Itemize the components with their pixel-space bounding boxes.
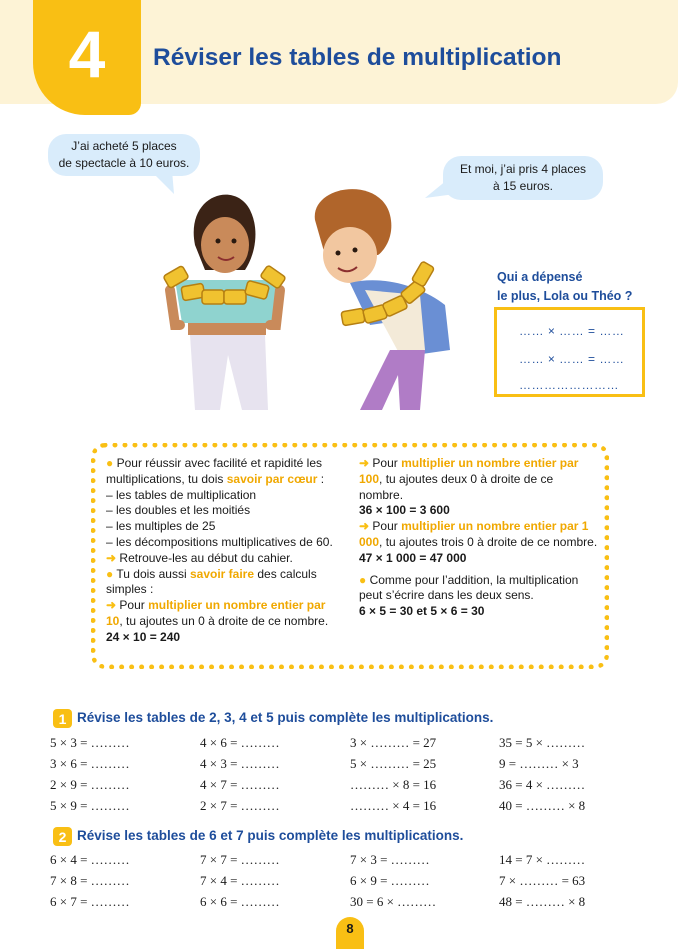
info-list-item: – les tables de multiplication (106, 487, 257, 502)
bubble-lola-line1: J’ai acheté 5 places (71, 139, 177, 153)
ex2-cell[interactable]: 6 × 6 = ……… (200, 894, 280, 909)
ex1-cell[interactable]: 4 × 7 = ……… (200, 777, 280, 792)
answer-line-1[interactable]: …… × …… = …… (519, 324, 625, 338)
exercise-2-title: Révise les tables de 6 et 7 puis complète les multiplications. (77, 828, 464, 843)
info-left-retrouve: ➜ Retrouve-les au début du cahier. (106, 550, 293, 565)
ex1-cell[interactable]: 5 × 9 = ……… (50, 798, 130, 813)
ex1-cell[interactable]: ……… × 8 = 16 (350, 777, 437, 792)
bubble-theo-line1: Et moi, j’ai pris 4 places (459, 162, 587, 176)
ex1-cell[interactable]: 36 = 4 × ……… (499, 777, 586, 792)
ex1-cell[interactable]: 35 = 5 × ……… (499, 735, 586, 750)
ex2-cell[interactable]: 7 × 3 = ……… (350, 852, 430, 867)
arrow-icon: ➜ (359, 456, 370, 470)
ex2-cell[interactable]: 7 × 8 = ……… (50, 873, 130, 888)
info-right-example-3: 6 × 5 = 30 et 5 × 6 = 30 (359, 604, 485, 619)
ex1-cell[interactable]: 4 × 3 = ……… (200, 756, 280, 771)
bullet-dot: ● (106, 456, 114, 470)
answer-line-2[interactable]: …… × …… = …… (519, 352, 625, 366)
ex2-cell[interactable]: 48 = ……… × 8 (499, 894, 586, 909)
arrow-icon: ➜ (359, 519, 370, 534)
ex1-cell[interactable]: ……… × 4 = 16 (350, 798, 437, 813)
info-right-p2: ➜ Pour multiplier un nombre entier par 1 000, tu ajoutes trois 0 à droite de ce nombre. (359, 519, 598, 549)
info-right-example-1: 36 × 100 = 3 600 (359, 503, 450, 518)
ex2-cell[interactable]: 6 × 7 = ……… (50, 894, 130, 909)
info-right-example-2: 47 × 1 000 = 47 000 (359, 550, 467, 565)
page-number: 8 (346, 921, 354, 936)
info-list-item: – les doubles et les moitiés (106, 503, 251, 518)
ex1-cell[interactable]: 5 × 3 = ……… (50, 735, 130, 750)
answer-box[interactable] (494, 307, 645, 397)
info-left-column (106, 456, 344, 646)
exercise-2-number: 2 (53, 827, 72, 846)
question-line1: Qui a dépensé (497, 270, 583, 284)
exercise-1-title: Révise les tables de 2, 3, 4 et 5 puis complète les multiplications. (77, 710, 494, 725)
bubble-theo-line2: à 15 euros. (492, 179, 554, 193)
ex1-cell[interactable]: 3 × 6 = ……… (50, 756, 130, 771)
info-left-p1: ● Pour réussir avec facilité et rapidité les multiplications, tu dois savoir par cœur : (106, 456, 325, 486)
info-right-p3: ● Comme pour l’addition, la multiplication peut s’écrire dans les deux sens. (359, 572, 579, 603)
theo-figure (315, 189, 450, 410)
bubble-lola-line2: de spectacle à 10 euros. (58, 156, 190, 170)
info-right-column (359, 456, 599, 620)
ex2-cell[interactable]: 7 × 7 = ……… (200, 852, 280, 867)
ex1-cell[interactable]: 9 = ……… × 3 (499, 756, 579, 771)
ex1-cell[interactable]: 5 × ……… = 25 (350, 756, 437, 771)
info-right-p1: ➜ Pour multiplier un nombre entier par 100, tu ajoutes deux 0 à droite de ce nombre. (359, 456, 579, 502)
chapter-number-tab (33, 0, 141, 115)
page-number-tab (336, 917, 364, 949)
page-title: Réviser les tables de multiplication (153, 44, 562, 71)
arrow-icon: ➜ (106, 598, 117, 613)
ex2-cell[interactable]: 30 = 6 × ……… (350, 894, 437, 909)
ex2-cell[interactable]: 6 × 4 = ……… (50, 852, 130, 867)
question-text (497, 268, 632, 306)
info-left-p2: ● Tu dois aussi savoir faire des calculs simples : (106, 566, 317, 597)
question-line2: le plus, Lola ou Théo ? (497, 289, 633, 303)
exercise-1-number: 1 (53, 709, 72, 728)
ex1-cell[interactable]: 2 × 9 = ……… (50, 777, 130, 792)
info-list-item: – les multiples de 25 (106, 519, 216, 534)
ex2-cell[interactable]: 7 × 4 = ……… (200, 873, 280, 888)
ex1-cell[interactable]: 3 × ……… = 27 (350, 735, 437, 750)
chapter-number: 4 (68, 16, 106, 91)
ex1-cell[interactable]: 40 = ……… × 8 (499, 798, 586, 813)
lola-figure (163, 195, 286, 410)
info-left-p3: ➜ Pour multiplier un nombre entier par 10, tu ajoutes un 0 à droite de ce nombre. (106, 598, 329, 628)
info-list-item: – les décompositions multiplicatives de 60. (106, 534, 333, 549)
ex2-cell[interactable]: 6 × 9 = ……… (350, 873, 430, 888)
ex1-cell[interactable]: 4 × 6 = ……… (200, 735, 280, 750)
bullet-dot: ● (359, 572, 367, 587)
info-left-example: 24 × 10 = 240 (106, 629, 181, 644)
kids-with-tickets-illustration (150, 175, 470, 410)
ex2-cell[interactable]: 7 × ……… = 63 (499, 873, 586, 888)
arrow-icon: ➜ (106, 550, 117, 565)
bullet-dot: ● (106, 566, 114, 581)
answer-line-3[interactable]: …………………… (519, 378, 619, 392)
ex1-cell[interactable]: 2 × 7 = ……… (200, 798, 280, 813)
ex2-cell[interactable]: 14 = 7 × ……… (499, 852, 586, 867)
